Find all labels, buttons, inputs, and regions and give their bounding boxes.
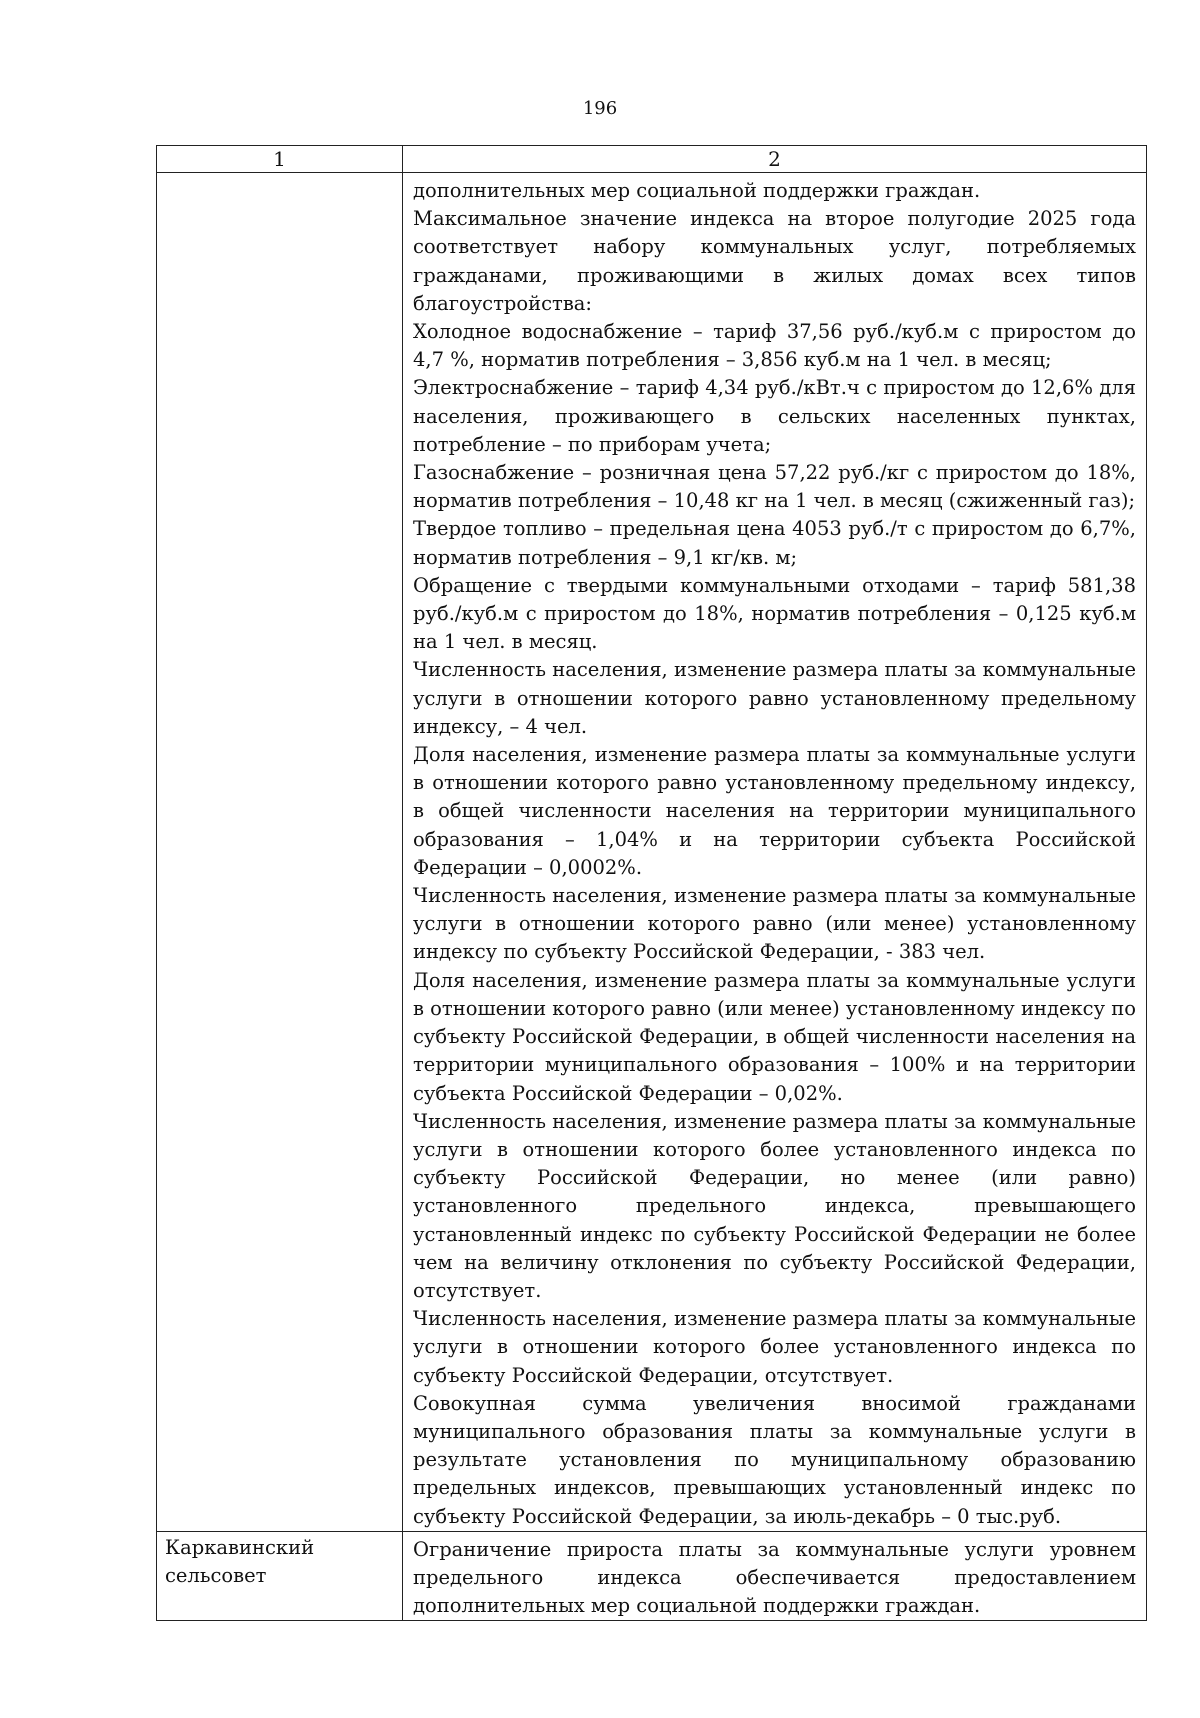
paragraph: Численность населения, изменение размера платы за коммунальные услуги в отношении которого равно установленному предельному индексу, – 4 чел.	[413, 658, 1136, 738]
table-row	[157, 173, 1147, 1532]
header-col-2: 2	[403, 146, 1147, 173]
row-1-col-1	[157, 173, 403, 1532]
paragraph: Численность населения, изменение размера платы за коммунальные услуги в отношении которого равно (или менее) установленному индексу по субъекту Российской Федерации, - 383 чел.	[413, 884, 1136, 964]
table-row	[157, 1531, 1147, 1621]
paragraph: Холодное водоснабжение – тариф 37,56 руб./куб.м с приростом до 4,7 %, норматив потребления – 3,856 куб.м на 1 чел. в месяц;	[413, 320, 1136, 372]
table-header-row	[157, 146, 1147, 173]
paragraph: Обращение с твердыми коммунальными отходами – тариф 581,38 руб./куб.м с приростом до 18%, норматив потребления – 0,125 куб.м на 1 чел. в месяц.	[413, 573, 1136, 654]
paragraph: Численность населения, изменение размера платы за коммунальные услуги в отношении которого более установленного индекса по субъекту Российской Федерации, но менее (или равно) установленного предельного индекса, превышающего установленный индекс по субъекту Российской Федерации не более чем на величину отклонения по субъекту Российской Федерации, отсутствует.	[413, 1109, 1136, 1302]
paragraph: Газоснабжение – розничная цена 57,22 руб./кг с приростом до 18%, норматив потребления – 10,48 кг на 1 чел. в месяц (сжиженный газ);	[413, 461, 1136, 513]
paragraph: дополнительных мер социальной поддержки граждан.	[413, 179, 981, 202]
paragraph: Твердое топливо – предельная цена 4053 руб./т с приростом до 6,7%, норматив потребления – 9,1 кг/кв. м;	[413, 517, 1136, 569]
municipality-name: Каркавинский сельсовет	[157, 1531, 403, 1621]
paragraph: Совокупная сумма увеличения вносимой гражданами муниципального образования платы за коммунальные услуги в результате установления по муниципальному образованию предельных индексов, превышающих установленный индекс по субъекту Российской Федерации, за июль-декабрь – 0 тыс.руб.	[413, 1391, 1136, 1528]
content-table	[156, 145, 1147, 1621]
paragraph: Ограничение прироста платы за коммунальные услуги уровнем предельного индекса обеспечивается предоставлением дополнительных мер социальной поддержки граждан.	[413, 1537, 1136, 1618]
paragraph: Электроснабжение – тариф 4,34 руб./кВт.ч с приростом до 12,6% для населения, проживающего в сельских населенных пунктах, потребление – по приборам учета;	[413, 376, 1136, 456]
paragraph: Доля населения, изменение размера платы за коммунальные услуги в отношении которого равно установленному предельному индексу, в общей численности населения на территории муниципального образования – 1,04% и на территории субъекта Российской Федерации – 0,0002%.	[413, 743, 1136, 879]
paragraph: Максимальное значение индекса на второе полугодие 2025 года соответствует набору коммунальных услуг, потребляемых гражданами, проживающими в жилых домах всех типов благоустройства:	[413, 207, 1136, 315]
paragraph: Доля населения, изменение размера платы за коммунальные услуги в отношении которого равно (или менее) установленному индексу по субъекту Российской Федерации, в общей численности населения на территории муниципального образования – 100% и на территории субъекта Российской Федерации – 0,02%.	[413, 968, 1137, 1105]
row-2-col-2	[403, 1531, 1147, 1621]
page-number: 196	[582, 98, 618, 119]
row-1-col-2	[403, 173, 1147, 1532]
header-col-1: 1	[157, 146, 403, 173]
paragraph: Численность населения, изменение размера платы за коммунальные услуги в отношении которого более установленного индекса по субъекту Российской Федерации, отсутствует.	[413, 1307, 1136, 1387]
